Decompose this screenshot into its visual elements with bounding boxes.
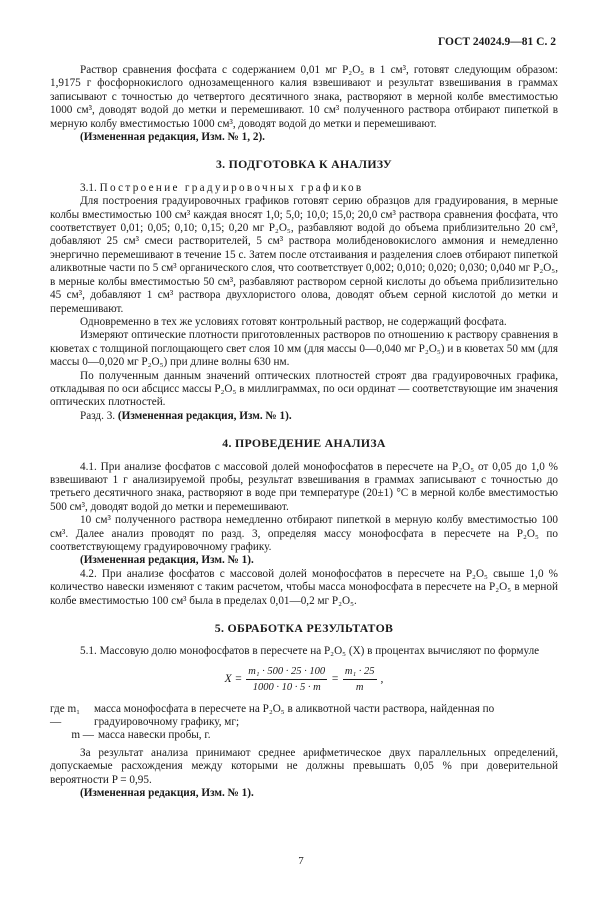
section-5-paragraph-2: За результат анализа принимают среднее арифметическое двух параллельных определений, допускаемые расхождения между которыми не должны превышать 0,05 % при доверительной вероятности P = 0,95. — [50, 746, 558, 786]
page-content — [50, 64, 558, 801]
formula-fraction-1 — [246, 665, 327, 695]
where-m-label: m — — [71, 729, 94, 742]
section-4-paragraph-1: 4.1. При анализе фосфатов с массовой долей монофосфатов в пересчете на P₂O₅ от 0,05 до 1,0 % взвешивают 1 г анализируемой пробы, результат взвешивания в граммах записывают с точностью до третьего десятичного знака, растворяют в воде при температуре (20±1) °С в мерной колбе вместимостью 500 см³, доводят водой до метки и перемешивают. — [50, 460, 558, 513]
section-5-paragraph-1: 5.1. Массовую долю монофосфатов в пересчете на P₂O₅ (X) в процентах вычисляют по формуле — [80, 645, 540, 658]
section-4-title: 4. ПРОВЕДЕНИЕ АНАЛИЗА — [222, 436, 386, 451]
formula — [50, 665, 558, 695]
section-4-paragraph-3: 4.2. При анализе фосфатов с массовой долей монофосфатов в пересчете на P₂O₅ свыше 1,0 % количество навески изменяют с таким расчетом, чтобы масса монофосфата в пересчете на P₂O₅ в мерной колбе вместимостью 100 см³ была в пределах 0,01—0,2 мг P₂O₅. — [50, 567, 558, 607]
section-3-paragraph-2: Одновременно в тех же условиях готовят контрольный раствор, не содержащий фосфата. — [80, 315, 507, 328]
section-3-amendment-prefix: Разд. 3. — [80, 409, 116, 422]
subsection-3-1-number: 3.1. — [80, 181, 97, 194]
formula-numerator-2: m₁ · 25 — [343, 665, 377, 680]
formula-fraction-2 — [343, 665, 377, 695]
formula-numerator-1: m₁ · 500 · 25 · 100 — [246, 665, 327, 680]
intro-paragraph: Раствор сравнения фосфата с содержанием 0,01 мг P₂O₅ в 1 см³, готовят следующим образом: 1,9175 г фосфорнокислого однозамещенного калия взвешивают и результат взвешивания в граммах записывают с точностью до четвертого десятичного знака, растворяют в мерной колбе вместимостью 1000 см³, доводят водой до метки и перемешивают. 10 см³ полученного раствора отбирают пипеткой в мерную колбу вместимостью 1000 см³, доводят водой до метки и перемешивают. — [50, 64, 558, 130]
formula-equals: = — [331, 673, 339, 686]
section-5-title: 5. ОБРАБОТКА РЕЗУЛЬТАТОВ — [214, 621, 394, 636]
page-header: ГОСТ 24024.9—81 С. 2 — [437, 36, 556, 48]
section-3-paragraph-1: Для построения градуировочных графиков готовят серию образцов для градуирования, в мерные колбы вместимостью 100 см³ каждая вносят 1,0; 5,0; 10,0; 15,0; 20,0 см³ раствора сравнения фосфата, что соответствует 0,01; 0,05; 0,10; 0,15; 0,20 мг P₂O₅, разбавляют водой до объема приблизительно 20 см³, добавляют 25 см³ смеси растворителей, 5 см³ раствора молибденовокислого аммония и немедленно энергично перемешивают в течение 15 с. Затем после отстаивания и разделения слоев отбирают пипеткой аликвотные части по 5 см³ органического слоя, что соответствует 0,002; 0,010; 0,020; 0,030; 0,040 мг P₂O₅, в мерные колбы вместимостью 50 см³, разбавляют раствором серной кислоты до объема приблизительно 45 см³, добавляют 1 см³ раствора двухлористого олова, доводят объем серной кислотой до метки и перемешивают. — [50, 195, 558, 315]
section-3-paragraph-4: По полученным данным значений оптических плотностей строят два градуировочных графика, откладывая по оси абсцисс массы P₂O₅ в миллиграммах, по оси ординат — соответствующие им значения оптических плотностей. — [50, 369, 558, 409]
section-3-amendment-text: (Измененная редакция, Изм. № 1). — [117, 409, 292, 422]
formula-tail: , — [380, 673, 384, 686]
where-m1-text: масса монофосфата в пересчете на P₂O₅ в аликвотной части раствора, найденная по градуировочному графику, мг; — [94, 702, 495, 729]
section-4-paragraph-2: 10 см³ полученного раствора немедленно отбирают пипеткой в мерную колбу вместимостью 100 см³. Далее анализ проводят по разд. 3, определяя массу монофосфата в пересчете на P₂O₅ по соответствующему градуировочному графику. — [50, 514, 558, 553]
where-m — [50, 729, 558, 742]
section-3-amendment — [50, 410, 558, 423]
formula-denominator-1: 1000 · 10 · 5 · m — [252, 682, 321, 694]
section-3-paragraph-3: Измеряют оптические плотности приготовленных растворов по отношению к раствору сравнения в кюветах с толщиной поглощающего свет слоя 10 мм (для массы 0—0,040 мг P₂O₅) и в кюветах 50 мм (для массы 0—0,020 мг P₂O₅) при длине волны 630 нм. — [50, 329, 558, 369]
section-3-title: 3. ПОДГОТОВКА К АНАЛИЗУ — [215, 157, 393, 172]
where-m1 — [50, 703, 558, 730]
where-m-text: масса навески пробы, г. — [98, 729, 211, 742]
where-m1-label: где m₁ — — [50, 702, 81, 729]
section-4-amendment: (Измененная редакция, Изм. № 1). — [80, 554, 254, 567]
section-5-amendment: (Измененная редакция, Изм. № 1). — [80, 787, 254, 800]
subsection-3-1-heading — [50, 182, 558, 195]
page-number: 7 — [298, 855, 304, 867]
intro-amendment: (Измененная редакция, Изм. № 1, 2). — [80, 131, 265, 144]
formula-denominator-2: m — [355, 682, 364, 694]
subsection-3-1-title: Построение градуировочных графиков — [99, 181, 364, 194]
formula-lhs: X = — [224, 673, 243, 686]
